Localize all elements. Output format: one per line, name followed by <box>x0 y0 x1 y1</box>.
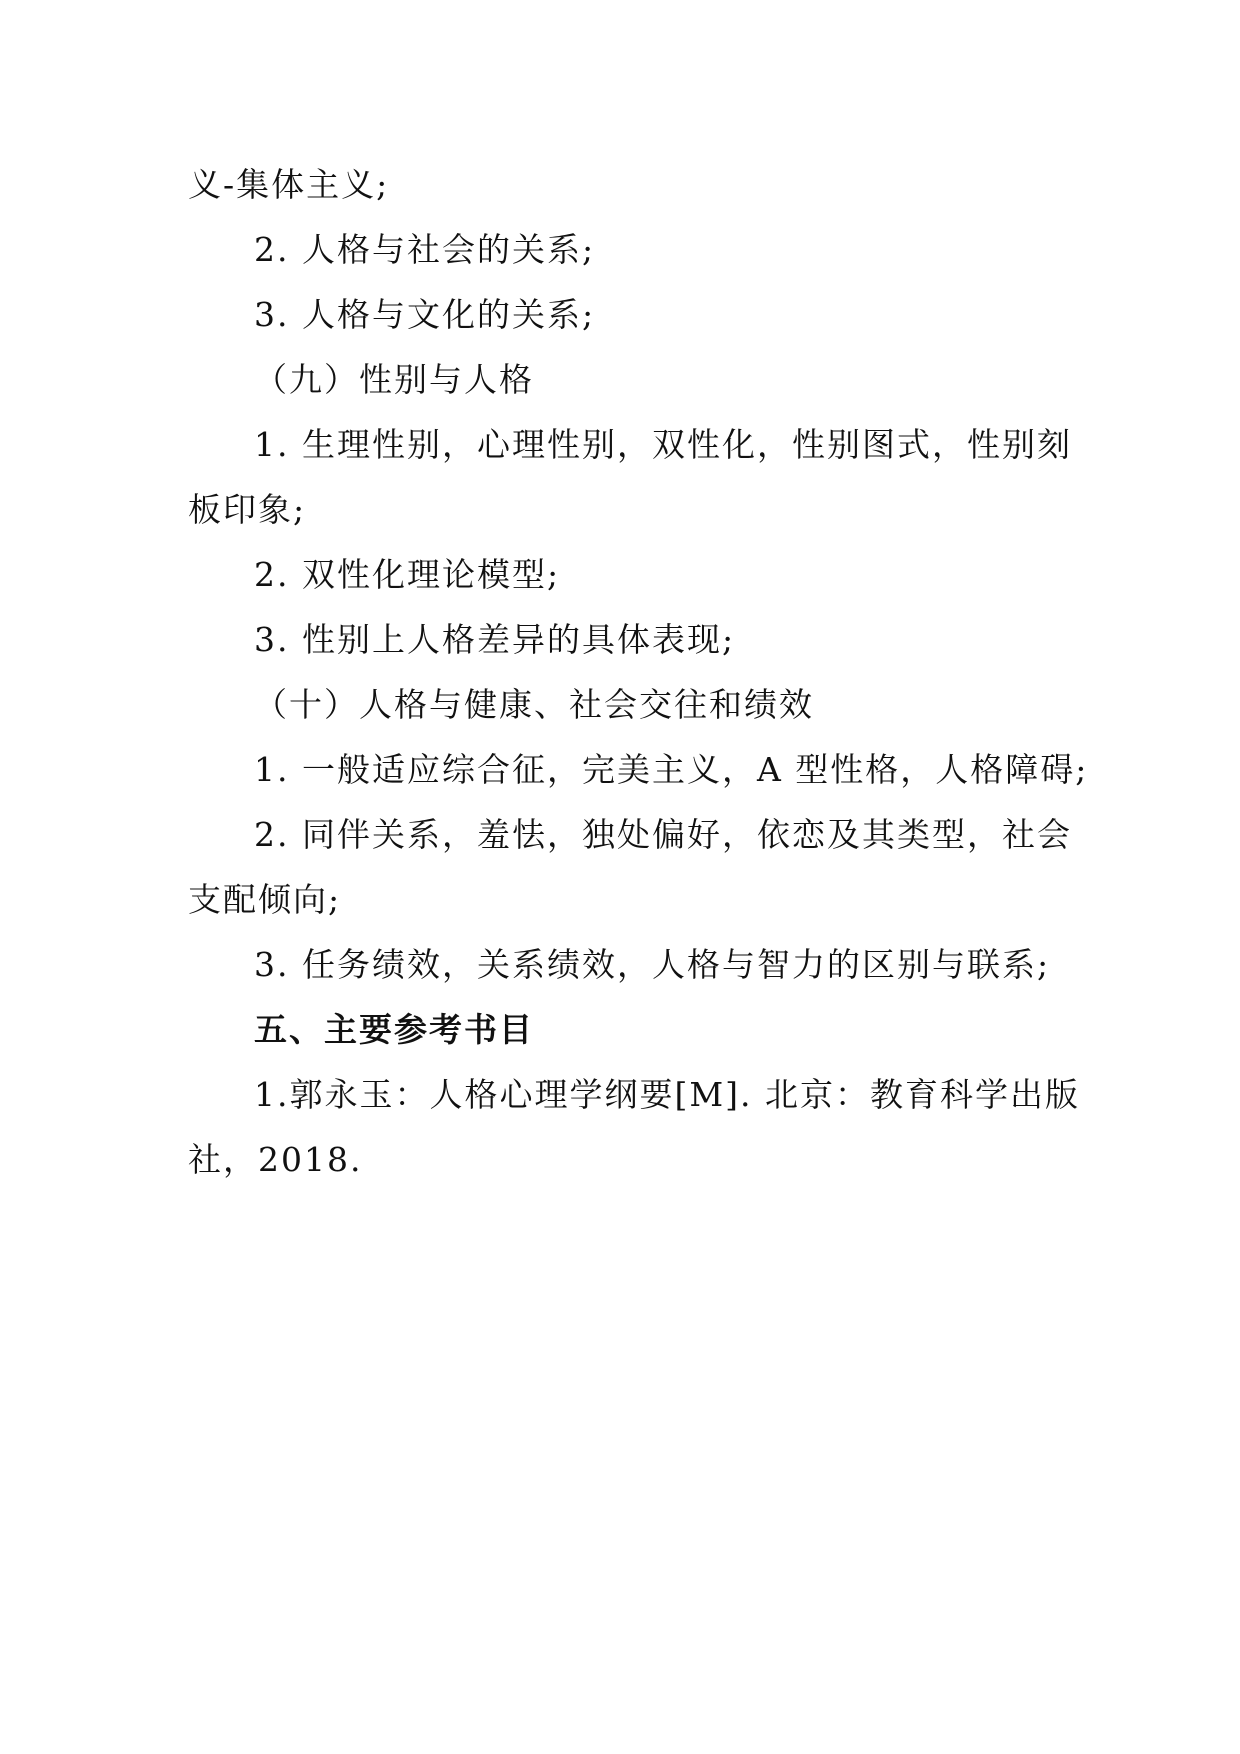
chapter-heading: 五、主要参考书目 <box>254 1010 534 1049</box>
section-heading: （十）人格与健康、社会交往和绩效 <box>254 685 814 724</box>
list-item: 1. 生理性别，心理性别，双性化，性别图式，性别刻 <box>254 425 1072 464</box>
list-item: 3. 性别上人格差异的具体表现; <box>254 620 736 659</box>
list-item: 1. 一般适应综合征，完美主义，A 型性格，人格障碍; <box>254 750 1089 789</box>
list-item-continuation: 支配倾向; <box>188 880 342 919</box>
reference-item-continuation: 社，2018. <box>188 1140 363 1179</box>
document-body <box>188 152 1089 1192</box>
list-item: 2. 双性化理论模型; <box>254 555 561 594</box>
list-item: 3. 任务绩效，关系绩效，人格与智力的区别与联系; <box>254 945 1051 984</box>
list-item: 2. 同伴关系，羞怯，独处偏好，依恋及其类型，社会 <box>254 815 1072 854</box>
list-item: 2. 人格与社会的关系; <box>254 230 596 269</box>
section-heading: （九）性别与人格 <box>254 360 534 399</box>
list-item: 3. 人格与文化的关系; <box>254 295 596 334</box>
paragraph-continuation: 义-集体主义; <box>188 165 390 204</box>
list-item-continuation: 板印象; <box>188 490 307 529</box>
reference-item: 1.郭永玉：人格心理学纲要[M]. 北京：教育科学出版 <box>254 1075 1081 1114</box>
